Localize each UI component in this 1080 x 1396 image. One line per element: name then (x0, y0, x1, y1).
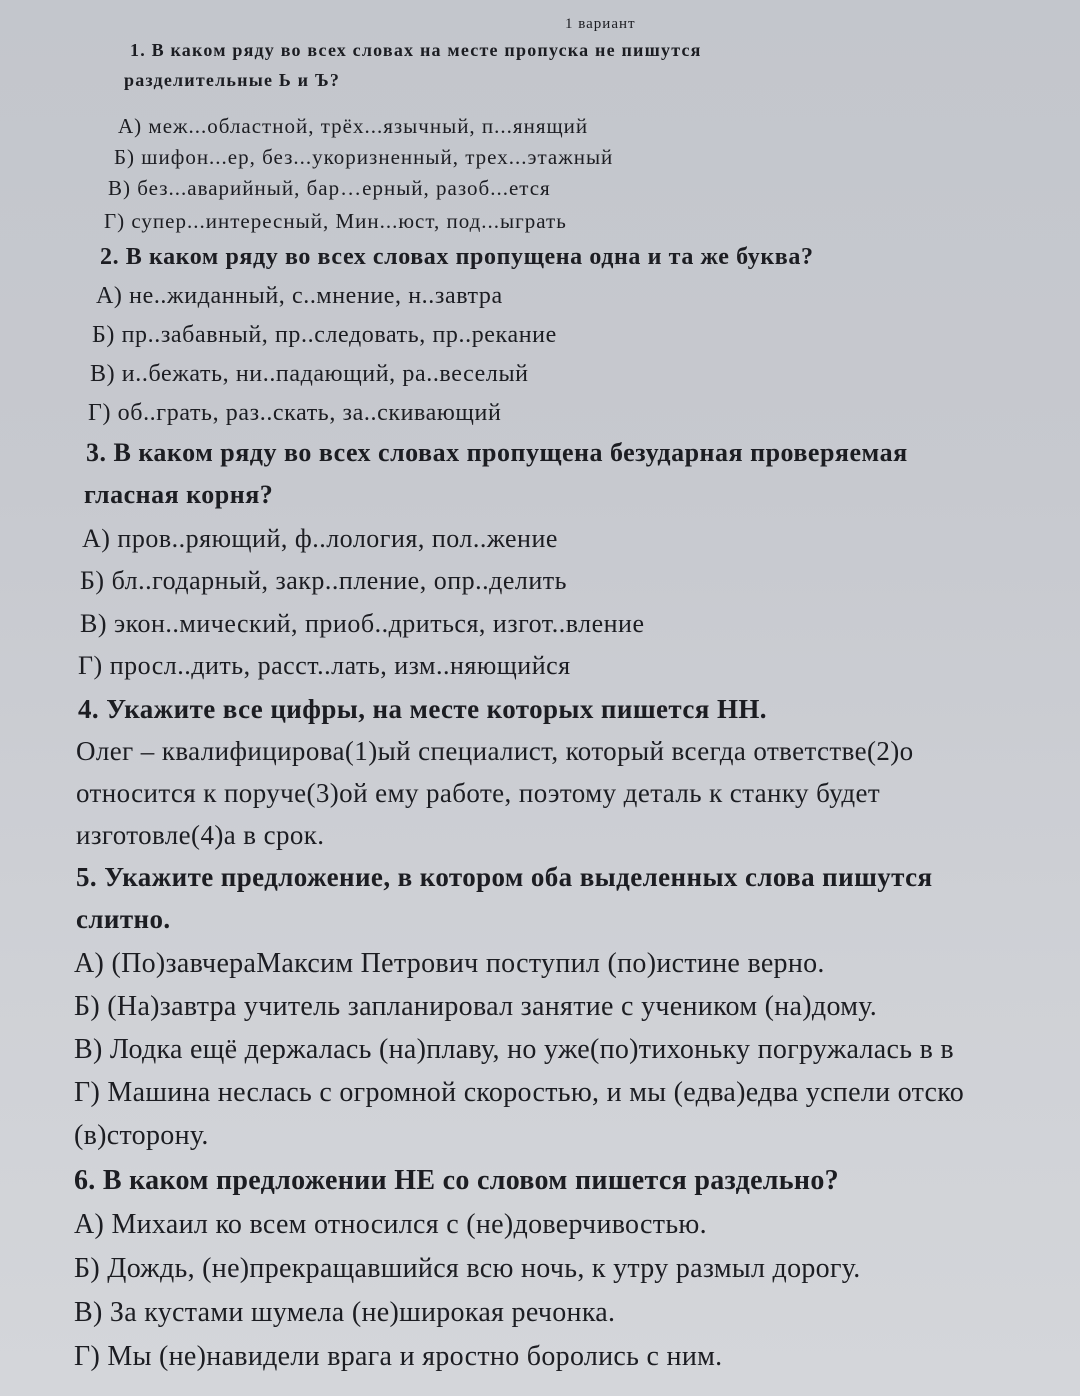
question-1-line-2: разделительные Ь и Ъ? (124, 70, 341, 90)
question-6-line-1: 6. В каком предложении НЕ со словом пишется раздельно? (74, 1165, 839, 1196)
question-4-text-line-3: изготовле(4)а в срок. (76, 820, 325, 850)
question-2-option-d: Г) об..грать, раз..скать, за..скивающий (88, 400, 502, 426)
question-3-option-b: Б) бл..годарный, закр..пление, опр..делить (80, 566, 568, 595)
question-4-text-line-2: относится к поруче(3)ой ему работе, поэтому деталь к станку будет (76, 778, 881, 808)
question-3-option-d: Г) просл..дить, расст..лать, изм..няющийся (78, 651, 571, 680)
question-2-option-b: Б) пр..забавный, пр..следовать, пр..рекание (92, 322, 557, 348)
question-5-line-2: слитно. (76, 904, 171, 934)
question-3-line-1: 3. В каком ряду во всех словах пропущена безударная проверяемая (86, 438, 908, 467)
question-2-line-1: 2. В каком ряду во всех словах пропущена одна и та же буква? (100, 244, 814, 270)
question-5-option-c: В) Лодка ещё держалась (на)плаву, но уже(по)тихоньку погружалась в в (74, 1034, 954, 1065)
question-6-option-d: Г) Мы (не)навидели врага и яростно боролись с ним. (74, 1341, 723, 1372)
question-5-option-a: А) (По)завчераМаксим Петрович поступил (по)истине верно. (74, 948, 825, 979)
question-1-option-d: Г) супер...интересный, Мин...юст, под...ыграть (104, 209, 567, 233)
question-5-option-d-cont: (в)сторону. (74, 1120, 209, 1151)
question-4-text-line-1: Олег – квалифицирова(1)ый специалист, который всегда ответстве(2)о (76, 736, 914, 766)
question-6-option-a: А) Михаил ко всем относился с (не)доверчивостью. (74, 1209, 707, 1240)
question-1-option-a: А) меж...областной, трёх...язычный, п...янящий (118, 114, 589, 138)
question-1-option-b: Б) шифон...ер, без...укоризненный, трех...этажный (114, 145, 614, 169)
question-5-option-b: Б) (На)завтра учитель запланировал занятие с учеником (на)дому. (74, 991, 878, 1022)
question-1-option-c: В) без...аварийный, бар…ерный, разоб...ется (108, 176, 551, 200)
question-2-option-c: В) и..бежать, ни..падающий, ра..веселый (90, 361, 529, 387)
question-4-line-1: 4. Укажите все цифры, на месте которых пишется НН. (78, 694, 767, 724)
question-5-option-d: Г) Машина неслась с огромной скоростью, и мы (едва)едва успели отско (74, 1077, 964, 1108)
question-1-line-1: 1. В каком ряду во всех словах на месте пропуска не пишутся (130, 40, 702, 60)
question-2-option-a: А) не..жиданный, с..мнение, н..завтра (96, 283, 503, 309)
question-3-option-c: В) экон..мический, приоб..дриться, изгот..вление (80, 609, 645, 638)
variant-header: 1 вариант (565, 16, 636, 32)
question-5-line-1: 5. Укажите предложение, в котором оба выделенных слова пишутся (76, 862, 933, 892)
question-6-option-b: Б) Дождь, (не)прекращавшийся всю ночь, к утру размыл дорогу. (74, 1253, 861, 1284)
question-6-option-c: В) За кустами шумела (не)широкая речонка. (74, 1297, 616, 1328)
question-3-option-a: А) пров..ряющий, ф..лология, пол..жение (82, 524, 558, 553)
question-3-line-2: гласная корня? (84, 480, 274, 509)
